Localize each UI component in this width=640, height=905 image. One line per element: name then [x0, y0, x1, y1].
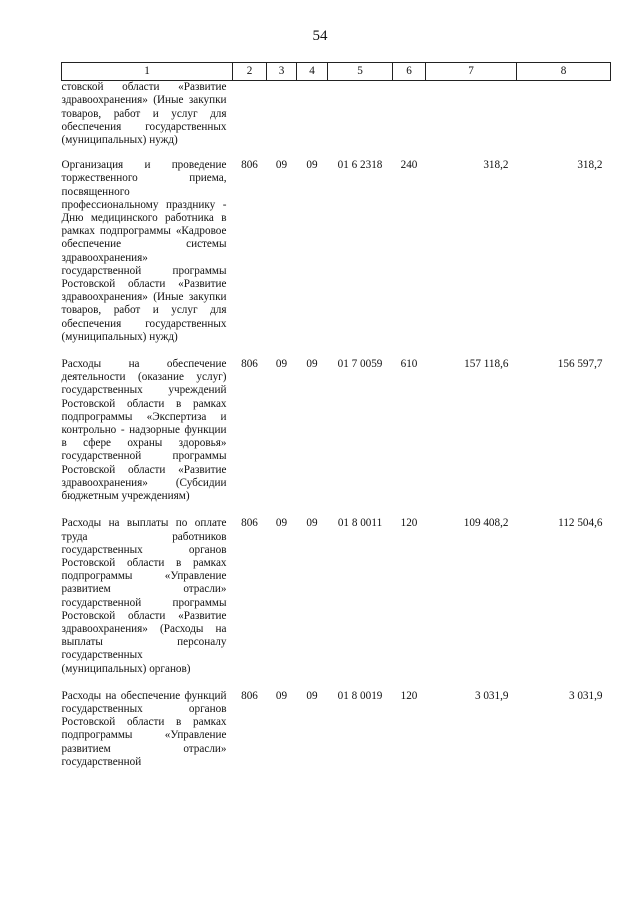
- cell-target-article: 01 6 2318: [337, 159, 383, 172]
- cell-amount-2: 156 597,7: [557, 358, 603, 371]
- cell-ministry: 806: [241, 517, 258, 530]
- cell-ministry: 806: [241, 159, 258, 172]
- cell-subsection: 09: [306, 689, 318, 702]
- cell-expense-type: 120: [400, 517, 418, 530]
- cell-target-article: [328, 81, 393, 160]
- table-row: [62, 159, 611, 358]
- row-description: стовской области «Развитие здравоохранения» (Иные закупки товаров, работ и услуг для обеспечения государственных (муниципальных) нужд): [61, 81, 227, 147]
- cell-subsection: 09: [306, 517, 318, 530]
- cell-expense-type: 120: [400, 689, 418, 702]
- header-col-6: 6: [393, 63, 426, 81]
- header-col-3: 3: [267, 63, 297, 81]
- cell-amount-2: [517, 81, 611, 160]
- cell-target-article: 01 8 0019: [337, 689, 383, 702]
- cell-expense-type: 240: [400, 159, 418, 172]
- table-row: [62, 690, 611, 783]
- budget-table: [61, 62, 611, 783]
- cell-section: 09: [275, 159, 288, 172]
- row-description: Организация и проведение торжественного приема, посвященного профессиональному празднику - Дню медицинского работника в рамках подпрограммы «Кадровое обеспечение системы здравоохранения» государственной программы Ростовской области «Развитие здравоохранения» (Иные закупки товаров, работ и услуг для обеспечения государственных (муниципальных) нужд): [61, 159, 227, 343]
- header-col-7: 7: [426, 63, 517, 81]
- cell-section: 09: [275, 689, 288, 702]
- cell-expense-type: [393, 81, 426, 160]
- cell-target-article: 01 7 0059: [337, 358, 383, 371]
- cell-ministry: 806: [241, 358, 258, 371]
- header-col-8: 8: [517, 63, 611, 81]
- header-col-1: 1: [62, 63, 233, 81]
- cell-amount-2: 318,2: [577, 159, 603, 172]
- cell-amount-2: 3 031,9: [568, 689, 603, 702]
- cell-section: 09: [275, 358, 288, 371]
- table-row: [62, 517, 611, 689]
- table-row: [62, 358, 611, 517]
- cell-section: [267, 81, 297, 160]
- cell-amount-1: 157 118,6: [464, 358, 509, 371]
- cell-amount-1: 109 408,2: [463, 517, 509, 530]
- cell-expense-type: 610: [400, 358, 418, 371]
- cell-amount-2: 112 504,6: [558, 517, 603, 530]
- row-description: Расходы на обеспечение деятельности (оказание услуг) государственных учреждений Ростовской области в рамках подпрограммы «Экспертиза и контрольно - надзорные функции в сфере охраны здоровья» государственной программы Ростовской области «Развитие здравоохранения» (Субсидии бюджетным учреждениям): [61, 358, 227, 503]
- row-description: Расходы на обеспечение функций государственных органов Ростовской области в рамках подпрограммы «Управление развитием отрасли» государственной: [61, 689, 227, 768]
- table-row: [62, 81, 611, 160]
- table-header-row: [62, 63, 611, 81]
- cell-subsection: [297, 81, 328, 160]
- cell-subsection: 09: [306, 358, 318, 371]
- row-description: Расходы на выплаты по оплате труда работников государственных органов Ростовской области в рамках подпрограммы «Управление развитием отрасли» государственной программы Ростовской области «Развитие здравоохранения» (Расходы на выплаты персоналу государственных (муниципальных) органов): [61, 517, 227, 675]
- cell-amount-1: 318,2: [483, 159, 509, 172]
- page-number: 54: [312, 28, 328, 44]
- cell-amount-1: 3 031,9: [474, 689, 509, 702]
- cell-ministry: 806: [241, 689, 258, 702]
- header-col-4: 4: [297, 63, 328, 81]
- cell-section: 09: [275, 517, 288, 530]
- header-col-2: 2: [233, 63, 267, 81]
- cell-amount-1: [426, 81, 517, 160]
- cell-ministry: [233, 81, 267, 160]
- cell-target-article: 01 8 0011: [337, 517, 383, 530]
- header-col-5: 5: [328, 63, 393, 81]
- cell-subsection: 09: [306, 159, 318, 172]
